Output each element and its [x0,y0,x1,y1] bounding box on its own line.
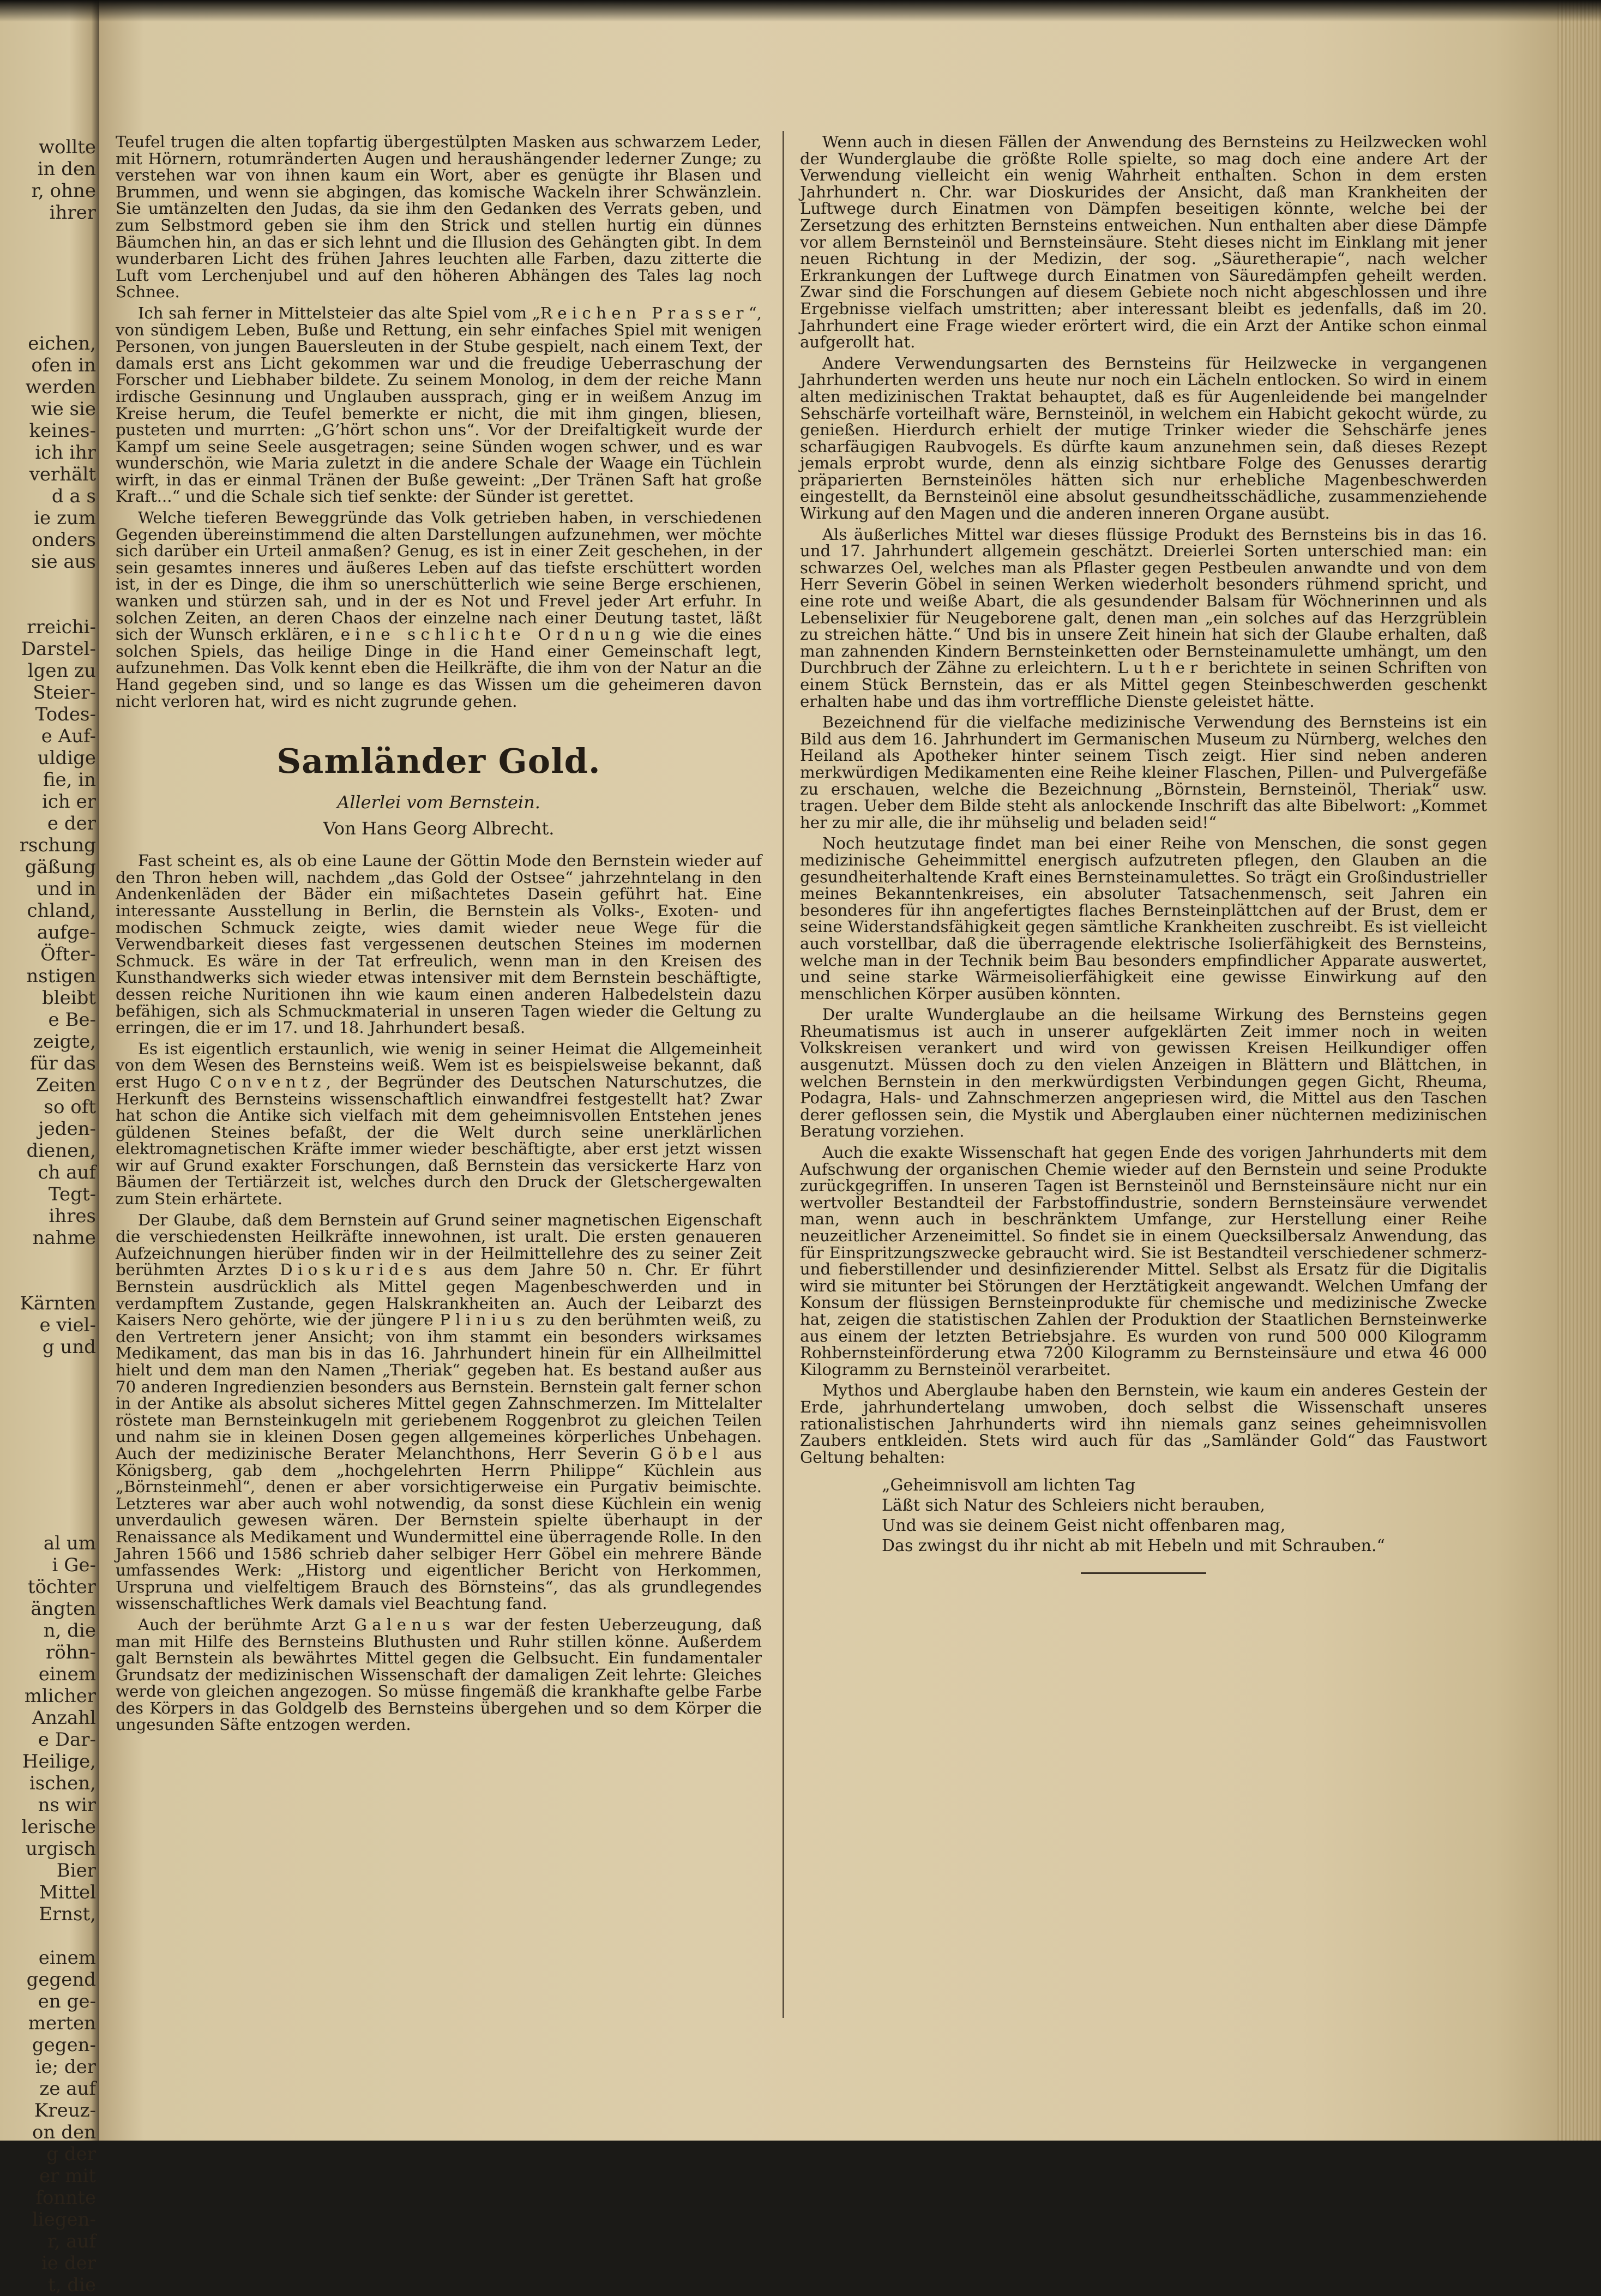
left-page-text-fragments [3,136,96,2296]
left-fragment-line: nahme [32,1227,96,1249]
spaced-name-plinius: Plinius [440,1311,530,1330]
left-fragment-line: Tegt- [48,1183,96,1205]
article-byline: Von Hans Georg Albrecht. [323,818,555,839]
left-fragment-line: ie der [41,2252,96,2274]
left-fragment-line: Kreuz- [34,2100,96,2121]
left-fragment-line [3,1271,96,1293]
left-fragment-line: wie sie [31,398,96,420]
left-fragment-line: ihres [49,1205,96,1227]
article-paragraph: Andere Verwendungsarten des Bernsteins für Heilzwecke in vergangenen Jahrhunderten werden uns heute nur noch ein Lächeln entlocken. So wird in einem alten medizinischen Traktat behauptet, daß es für Augenleidende bei mangelnder Sehschärfe vorteilhaft wäre, Bernsteinöl, in welchem ein Habicht gekocht würde, zu genießen. Hierdurch erhielt der mutige Trinker wieder die Sehschärfe jenes scharfäugigen Raubvogels. Es dürfte kaum anzunehmen sein, daß dieses Rezept jemals erprobt wurde, denn als einzig sichtbare Folge des Genusses derartig präparierten Bernsteinöles hätten sich nur erhebliche Magenbeschwerden eingestellt, da Bernsteinöl eine absolut gesundheitsschädliche, zusammenziehende Wirkung auf den Magen und die anderen inneren Organe ausübt. [800,353,1487,523]
left-fragment-line [3,594,96,616]
left-fragment-line: ie; der [35,2056,96,2078]
left-fragment-line: Darstel- [21,638,96,660]
left-fragment-line: dienen, [26,1140,96,1162]
article-paragraph: Es ist eigentlich erstaunlich, wie wenig in seiner Heimat die Allgemeinheit von dem Wesen des Bernsteins weiß. Wem ist es beispielsweise bekannt, daß erst Hugo Conventz, der Begründer des Deutschen Naturschutzes, die Herkunft des Bernsteins wissenschaftlich einwandfrei festgestellt hat? Zwar hat schon die Antike sich vielfach mit dem geheimnisvollen Entstehen jenes güldenen Steines befaßt, der die Welt durch seine unerklärlichen elektromagnetischen Kräfte immer wieder beschäftigte, aber erst jetzt wissen wir auf Grund exakter Forschungen, daß Bernstein das versickerte Harz von Bäumen der Tertiärzeit ist, welches durch den Druck der Gletschergewalten zum Stein erhärtete. [116,1039,762,1209]
left-fragment-line: al um [43,1532,96,1554]
beweggruende-paragraph: Welche tieferen Beweggründe das Volk getrieben haben, in verschiedenen Gegenden übereinstimmend die alten Darstellungen aufzunehmen, wer möchte sich darüber ein Urteil anmaßen? Genug, es ist in einer Zeit geschehen, in der sein gesamtes inneres und äußeres Leben auf das tiefste erschüttert worden ist, in der es Dinge, die ihm so unerschütterlich wie seine Berge erschienen, wanken und stürzen sah, und in der es Not und Frevel jeder Art erfuhr. In solchen Zeiten, an deren Chaos der einzelne nach einer Deutung tastet, läßt sich der Wunsch erklären, eine schlichte Ordnung wie die eines solchen Spiels, das heilige Dinge in die Hand einer Gemeinschaft legt, aufzunehmen. Das Volk kennt eben die Heilkräfte, die ihm von der Natur an die Hand gegeben sind, und so lange es das Wissen um die geheimeren davon nicht verloren hat, wird es nicht zugrunde gehen. [116,508,762,711]
left-fragment-line: verhält [29,464,96,485]
left-fragment-line: Todes- [35,704,96,725]
left-fragment-line: aufge- [37,922,96,943]
faust-quote [800,1475,1487,1556]
left-fragment-line: merten [28,2012,96,2034]
left-fragment-line: ischen, [29,1772,96,1794]
left-fragment-line: liegen- [32,2209,96,2231]
left-fragment-line: lgen zu [27,660,96,682]
article-paragraph: Der uralte Wunderglaube an die heilsame Wirkung des Bernsteins gegen Rheumatismus ist auch in unserer aufgeklärten Zeit immer noch in weiten Volkskreisen verankert und wird von gewissen Kreisen Heilkundiger offen ausgenutzt. Müssen doch zu den vielen Anzeigen in Blättern und Blättchen, in welchen Bernstein in den merkwürdigsten Verbindungen gegen Gicht, Rheuma, Podagra, Hals- und Zahnschmerzen angepriesen wird, die Mittel aus den Taschen derer geflossen sein, die Mystik und Aberglauben einer nüchternen medizinischen Beratung vorziehen. [800,1005,1487,1141]
left-fragment-line [3,1358,96,1380]
left-fragment-line: g und [42,1336,96,1358]
left-fragment-line: e Auf- [41,725,96,747]
left-fragment-line: n, die [43,1620,96,1642]
left-fragment-line: jeden- [38,1118,96,1140]
left-fragment-line: e der [47,813,96,834]
left-fragment-line [3,1445,96,1467]
left-fragment-line: en ge- [38,1991,96,2012]
left-fragment-line: e Be- [48,1009,96,1031]
left-fragment-line: nstigen [26,965,96,987]
newspaper-page [99,0,1601,2141]
scan-top-shadow [0,0,1601,22]
left-fragment-line: gegen- [32,2034,96,2056]
left-fragment-line: ie zum [34,507,96,529]
left-fragment-line: zeigte, [33,1031,96,1053]
left-fragment-line: Ernst, [39,1903,96,1925]
left-fragment-line: keines- [29,420,96,442]
left-fragment-line: Heilige, [22,1751,96,1772]
article-paragraph: Auch der berühmte Arzt Galenus war der festen Ueberzeugung, daß man mit Hilfe des Bernsteins Bluthusten und Ruhr stillen könne. Außerdem galt Bernstein als bewährtes Mittel gegen die Gelbsucht. Ein fundamentaler Grundsatz der medizinischen Wissenschaft der damaligen Zeit lehrte: Gleiches werde von gleichen angezogen. So müsse fingemäß die krankhafte gelbe Farbe des Körpers in das Goldgelb des Bernsteins übergehen und so dem Körper die ungesunden Säfte entzogen werden. [116,1615,762,1734]
left-fragment-line [3,1402,96,1423]
poem-line: „Geheimnisvoll am lichten Tag [882,1476,1136,1495]
left-fragment-line: töchter [27,1576,96,1598]
poem-line: Läßt sich Natur des Schleiers nicht berauben, [882,1496,1265,1516]
left-fragment-line: chland, [27,900,96,922]
left-fragment-line: rschung [19,834,96,856]
left-fragment-line: einem [38,1947,96,1969]
left-fragment-line: Mittel [39,1882,96,1903]
article-paragraph: Als äußerliches Mittel war dieses flüssige Produkt des Bernsteins bis in das 16. und 17. Jahrhundert allgemein geschätzt. Dreierlei Sorten unterschied man: ein schwarzes Oel, welches man als Pflaster gegen Pestbeulen anwandte und von dem Herr Severin Göbel in seinen Werken wiederholt besonders rühmend spricht, und eine rote und weiße Abart, die als gesundender Balsam für Wöchnerinnen und als Lebenselixier für Neugeborene galt, denen man „ein solches auf das Herzgrüblein zu streichen hätte.“ Und bis in unsere Zeit hinein hat sich der Glaube erhalten, daß man zahnenden Kindern Bernsteinketten oder Bernsteinamulette umhängt, um den Durchbruch der Zähne zu erleichtern. Luther berichtete in seinen Schriften von einem Stück Bernstein, das er als Mittel gegen Steinbeschwerden geschenkt erhalten habe und das ihm vortreffliche Dienste geleistet hätte. [800,525,1488,711]
left-fragment-line: r, ohne [31,180,96,202]
left-fragment-line: e viel- [39,1314,96,1336]
left-fragment-line: e Dar- [38,1729,96,1751]
left-fragment-line: Bier [56,1860,96,1882]
left-fragment-line [3,1380,96,1402]
left-fragment-line: gegend [26,1969,96,1991]
left-fragment-line: einem [38,1663,96,1685]
page-edge-stack [1557,0,1601,2141]
left-fragment-line: urgisch [25,1838,96,1860]
article-paragraph: Bezeichnend für die vielfache medizinische Verwendung des Bernsteins ist ein Bild aus dem 16. Jahrhundert im Germanischen Museum zu Nürnberg, welches den Heiland als Apotheker hinter seinem Tisch zeigt. Hier sind neben anderen merkwürdigen Medikamenten eine Reihe kleiner Flaschen, Pillen- und Pulvergefäße zu erschauen, welche die Bezeichnung „Börnstein, Bernsteinöl, Theriak“ usw. tragen. Ueber dem Bilde steht als anlockende Inschrift das alte Bibelwort: „Kommet her zu mir alle, die ihr mühselig und beladen seid!“ [800,713,1487,832]
poem-line: Und was sie deinem Geist nicht offenbaren mag, [882,1516,1286,1536]
left-fragment-line: g der [46,2143,96,2165]
spaced-name-luther: Luther [1117,658,1203,677]
column-divider [783,131,784,2018]
left-facing-page [0,0,99,2296]
left-fragment-line: wollte [38,136,96,158]
poem-line: Das zwingst du ihr nicht ab mit Hebeln und mit Schrauben.“ [882,1536,1385,1556]
left-fragment-line [3,1925,96,1947]
left-fragment-line [3,1423,96,1445]
left-fragment-line [3,311,96,333]
left-fragment-line: fie, in [43,769,96,791]
left-fragment-line: fonnte [35,2187,96,2209]
article-paragraph: Auch die exakte Wissenschaft hat gegen Ende des vorigen Jahrhunderts mit dem Aufschwung der organischen Chemie wieder auf den Bernstein und seine Produkte zurückgegriffen. In unseren Tagen ist Bernsteinöl und Bernsteinsäure nicht nur ein wertvoller Bestandteil der Farbstoffindustrie, sondern Bernsteinsäure verwendet man, wenn auch in beschränktem Umfange, zur Herstellung einer Reihe neuzeitlicher Arzeneimittel. So findet sie in einem Quecksilbersalz Anwendung, das für Einspritzungszwecke gebraucht wird. Sie ist Bestandteil verschiedener schmerz- und fieberstillender und desinfizierender Mittel. Selbst als Ersatz für die Digitalis wird sie mitunter bei Störungen der Herztätigkeit angewandt. Welchen Umfang der Konsum der flüssigen Bernsteinprodukte für chemische und medizinische Zwecke hat, zeigen die statistischen Zahlen der Produktion der Staatlichen Bernsteinwerke aus einem der letzten Betriebsjahre. Es wurden von rund 500 000 Kilogramm Rohbernsteinförderung etwa 7200 Kilogramm zu Bernsteinsäure und etwa 46 000 Kilogramm zu Bernsteinöl verarbeitet. [800,1143,1487,1379]
reichen-prasser-paragraph: Ich sah ferner in Mittelsteier das alte Spiel vom „Reichen Prasser“, von sündigem Leben, Buße und Rettung, ein sehr einfaches Spiel mit wenigen Personen, von jungen Bauersleuten in der Stube gespielt, nach einem Text, der damals erst ans Licht gekommen war und die freudige Ueberraschung der Forscher und Liebhaber bildete. Zu seinem Monolog, in dem der reiche Mann irdische Gesinnung und Unglauben aussprach, ging er in weißem Anzug im Kreise herum, die Teufel bemerkte er nicht, die mit ihm gingen, bliesen, pusteten und murrten: „G’hört schon uns“. Vor der Dreifaltigkeit wurde der Kampf um seine Seele ausgetragen; seine Sünden wogen schwer, und es war wunderschön, wie Maria zuletzt in die andere Schale der Waage ein Tüchlein wirft, in das er einmal Tränen der Buße geweint: „Der Tränen Saft hat große Kraft...“ und die Schale sich tief senkte: der Sünder ist gerettet. [116,303,762,506]
left-fragment-line [3,1489,96,1511]
left-fragment-line: für das [29,1053,96,1074]
article-title: Samländer Gold. [276,741,601,782]
left-fragment-line: uldige [37,747,96,769]
left-fragment-line: mlicher [24,1685,96,1707]
left-fragment-line: onders [32,529,96,551]
left-fragment-line: r, auf [47,2231,96,2252]
left-fragment-line [3,224,96,245]
left-fragment-line: röhn- [45,1642,96,1663]
left-fragment-line: Öfter- [40,943,96,965]
spaced-name-galenus: Galenus [354,1615,455,1634]
left-fragment-line: Anzahl [32,1707,96,1729]
left-fragment-line [3,1467,96,1489]
left-fragment-line [3,245,96,267]
left-fragment-line: Zeiten [35,1074,96,1096]
left-fragment-line: ze auf [39,2078,96,2100]
left-fragment-line: ängten [31,1598,96,1620]
left-fragment-line: i Ge- [52,1554,96,1576]
left-fragment-line: ns wir [38,1794,96,1816]
spaced-name-goebel: Göbel [650,1444,723,1463]
left-fragment-line: rreichi- [27,616,96,638]
left-fragment-line: d a s [51,485,96,507]
left-column [116,134,762,1733]
left-fragment-line: lerische [21,1816,96,1838]
spaced-title-reichen-prasser: Reichen Prasser [540,303,749,322]
left-fragment-line: ich ihr [35,442,96,464]
left-fragment-line [3,289,96,311]
article-paragraph: Fast scheint es, als ob eine Laune der Göttin Mode den Bernstein wieder auf den Thron heben will, nachdem „das Gold der Ostsee“ jahrzehntelang in den Andenkenläden der Bäder ein mißachtetes Dasein geführt hat. Eine interessante Ausstellung in Berlin, die Bernstein als Volks-, Exoten- und modischen Schmuck zeigte, wies damit wieder neue Wege für die Verwendbarkeit dieses fast vergessenen deutschen Steines im modernen Schmuck. Es wäre in der Tat erfreulich, wenn man in den Kreisen des Kunsthandwerks sich wieder etwas intensiver mit dem Bernstein beschäftigte, dessen reiche Nuritionen ihn wie kaum einen anderen Halbedelstein dazu befähigen, sich als Schmuckmaterial in unseren Tagen wieder die Geltung zu erringen, die er im 17. und 18. Jahrhundert besaß. [116,851,762,1037]
left-fragment-line: ch auf [38,1162,96,1183]
left-fragment-line: in den [37,158,96,180]
left-fragment-line: gäßung [25,856,96,878]
left-fragment-line: on den [32,2121,96,2143]
article-paragraph: Der Glaube, daß dem Bernstein auf Grund seiner magnetischen Eigenschaft die verschiedensten Heilkräfte innewohnen, ist uralt. Die ersten genaueren Aufzeichnungen hierüber finden wir in der Heilmittellehre des zu seiner Zeit berühmten Arztes Dioskurides aus dem Jahre 50 n. Chr. Er führt Bernstein ausdrücklich als Mittel gegen Magenbeschwerden und in verdampftem Zustande, gegen Halskrankheiten an. Auch der Leibarzt des Kaisers Nero gehörte, wie der jüngere Plinius zu den berühmten weiß, zu den Vertretern jener Ansicht; von ihm stammt ein besonders wirksames Medikament, das man bis in das 16. Jahrhundert hinein für ein Allheilmittel hielt und dem man den Namen „Theriak“ gegeben hat. Es bestand außer aus 70 anderen Ingredienzien besonders aus Bernstein. Bernstein galt ferner schon in der Antike als absolut sicheres Mittel gegen Zahnschmerzen. Im Mittelalter röstete man Bernsteinkugeln mit geriebenem Roggenbrot zu gleichen Teilen und nahm sie in kleinen Dosen gegen allgemeines körperliches Unbehagen. Auch der medizinische Berater Melanchthons, Herr Severin Göbel aus Königsberg, gab dem „hochgelehrten Herrn Philippe“ Küchlein aus „Börnsteinmehl“, denen er aber vorsichtigerweise ein Purgativ beimischte. Letzteres war aber auch wohl notwendig, da sonst diese Küchlein ein wenig unverdaulich gewesen wären. Der Bernstein spielte überhaupt in der Renaissance als Medikament und Wundermittel eine überragende Rolle. In den Jahren 1566 und 1586 schrieb daher selbiger Herr Göbel ein mehrere Bände umfassendes Werk: „Historg und eigentlicher Bericht von Herkommen, Urspruna und vielfeltigem Brauch des Börnsteins“, das als grundlegendes wissenschaftliches Werk damals viel Beachtung fand. [116,1210,762,1613]
left-fragment-line [3,1511,96,1532]
left-fragment-line: werden [25,376,96,398]
left-fragment-line: sie aus [31,551,96,573]
article-subtitle: Allerlei vom Bernstein. [337,792,540,813]
left-fragment-line: Steier- [33,682,96,704]
spaced-name-dioskurides: Dioskurides [280,1260,432,1279]
spaced-name-conventz: Conventz [209,1072,326,1091]
left-fragment-line: bleibt [41,987,96,1009]
article-paragraph: Mythos und Aberglaube haben den Bernstein, wie kaum ein anderes Gestein der Erde, jahrhundertelang umwoben, doch selbst die Wissenschaft unseres rationalistischen Jahrhunderts wird ihn niemals ganz seines geheimnisvollen Zaubers entkleiden. Stets wird auch für das „Samländer Gold“ das Faustwort Geltung behalten: [800,1381,1487,1466]
left-fragment-line: Kärnten [20,1293,96,1314]
left-fragment-line: so oft [44,1096,96,1118]
left-fragment-line [3,1249,96,1271]
article-paragraph: Noch heutzutage findet man bei einer Reihe von Menschen, die sonst gegen medizinische Geheimmittel energisch aufzutreten pflegen, den Glauben an die gesundheiterhaltende Kraft eines Bernsteinamulettes. So trägt ein Großindustrieller meines Bekanntenkreises, ein absoluter Tatsachenmensch, seit Jahren ein besonderes für ihn angefertigtes flaches Bernsteinplättchen auf der Brust, dem er seine Widerstandsfähigkeit gegen sämtliche Krankheiten zuschreibt. Es ist vielleicht auch vorstellbar, daß die überragende elektrische Isolierfähigkeit des Bernsteins, welche man in der Technik beim Bau besonders empfindlicher Apparate auswertet, und seine starke Wärmeisolierfähigkeit eine gewisse Einwirkung auf den menschlichen Körper ausüben könnten. [800,834,1487,1003]
left-fragment-line: ich er [42,791,96,813]
spaced-phrase-ordnung: eine schlichte Ordnung [340,625,646,644]
left-fragment-line: er mit [39,2165,96,2187]
left-fragment-line: ihrer [49,202,96,224]
intro-paragraph: Teufel trugen die alten topfartig übergestülpten Masken aus schwarzem Leder, mit Hörnern, rotumränderten Augen und heraushängender lederner Zunge; zu verstehen war von ihnen kaum ein Wort, aber es genügte ihr Blasen und Brummen, und wenn sie abgingen, das komische Wackeln ihrer Schwänzlein. Sie umtänzelten den Judas, da sie ihm den Gedanken des Verrats geben, und zum Selbstmord geben sie ihm den Strick und stellen hurtig ein dünnes Bäumchen hin, an das er sich lehnt und die Illusion des Gehängten gibt. In dem wunderbaren Licht des frühen Jahres leuchten alle Farben, dazu zitterte die Luft vom Lerchenjubel und auf den höheren Abhängen des Tales lag noch Schnee. [116,133,762,302]
left-fragment-line: und in [36,878,96,900]
right-column [800,134,1487,1574]
left-fragment-line [3,573,96,594]
article-end-rule [1081,1572,1206,1574]
left-fragment-line: eichen, [28,333,96,354]
left-fragment-line: t, die [47,2274,96,2296]
left-fragment-line: ofen in [31,354,96,376]
left-fragment-line [3,267,96,289]
article-paragraph: Wenn auch in diesen Fällen der Anwendung des Bernsteins zu Heilzwecken wohl der Wunderglaube die größte Rolle spielte, so mag doch eine andere Art der Verwendung vielleicht ein wenig Wahrheit enthalten. Schon in dem ersten Jahrhundert n. Chr. war Dioskurides der Ansicht, daß man Krankheiten der Luftwege durch Einatmen von Dämpfen beseitigen könnte, welche bei der Zersetzung des erhitzten Bernsteins entweichen. Nun enthalten aber diese Dämpfe vor allem Bernsteinöl und Bernsteinsäure. Steht dieses nicht im Einklang mit jener neuen Richtung in der Medizin, der sog. „Säuretherapie“, nach welcher Erkrankungen der Luftwege durch Einatmen von Säuredämpfen geheilt werden. Zwar sind die Forschungen auf diesem Gebiete noch nicht abgeschlossen und ihre Ergebnisse vielfach umstritten; aber interessant bleibt es jedenfalls, daß im 20. Jahrhundert eine Frage wieder erörtert wird, die ein Arzt der Antike schon einmal aufgerollt hat. [800,133,1487,352]
